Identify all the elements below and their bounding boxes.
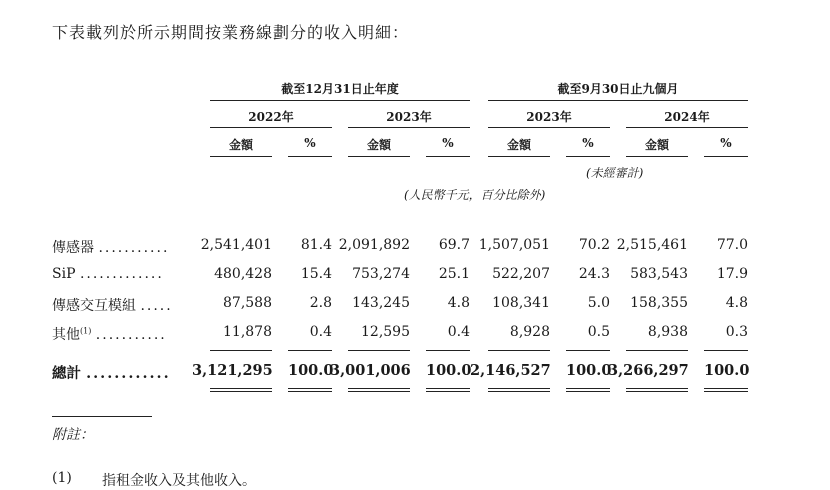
cell-value: 3,121,295 xyxy=(192,362,273,379)
double-rule xyxy=(348,388,410,392)
cell-value: 480,428 xyxy=(214,266,272,282)
intro-text: 下表載列於所示期間按業務線劃分的收入明細： xyxy=(52,23,410,42)
cell-value: 81.4 xyxy=(300,237,332,253)
table-row-module xyxy=(52,295,752,315)
cell-value: 12,595 xyxy=(361,324,410,340)
year-rule xyxy=(210,127,332,128)
cell-value: 2,541,401 xyxy=(200,237,272,253)
cell-value: 3,001,006 xyxy=(330,362,411,379)
cell-value: 0.3 xyxy=(725,324,748,340)
total-rule xyxy=(488,350,550,351)
subheader-rule xyxy=(348,156,410,157)
cell-value: 77.0 xyxy=(716,237,748,253)
row-label: SiP ............. xyxy=(52,266,164,282)
cell-value: 70.2 xyxy=(578,237,610,253)
cell-value: 8,928 xyxy=(509,324,550,340)
period-rule-9m xyxy=(488,100,748,101)
cell-value: 87,588 xyxy=(223,295,272,311)
subheader-rule xyxy=(210,156,272,157)
col-header-amount: 金額 xyxy=(644,138,669,152)
subheader-rule xyxy=(488,156,550,157)
col-header-pct: % xyxy=(442,136,454,150)
cell-value: 100.0 xyxy=(426,362,472,379)
row-label: 總計 ............ xyxy=(52,365,171,382)
double-rule xyxy=(626,388,688,392)
year-rule xyxy=(348,127,470,128)
period-header-9m: 截至9月30日止九個月 xyxy=(557,82,679,96)
row-label: 傳感交互模組 ..... xyxy=(52,298,173,314)
cell-value: 522,207 xyxy=(492,266,550,282)
cell-value: 1,507,051 xyxy=(478,237,550,253)
total-rule xyxy=(288,350,332,351)
double-rule xyxy=(704,388,748,392)
year-header-2023-fy: 2023年 xyxy=(386,110,432,124)
cell-value: 583,543 xyxy=(630,266,688,282)
cell-value: 0.5 xyxy=(587,324,610,340)
year-rule xyxy=(488,127,610,128)
subheader-rule xyxy=(626,156,688,157)
double-rule xyxy=(426,388,470,392)
cell-value: 2,146,527 xyxy=(470,362,551,379)
total-rule xyxy=(626,350,688,351)
total-rule xyxy=(566,350,610,351)
cell-value: 69.7 xyxy=(438,237,470,253)
footnote-text: 指租金收入及其他收入。 xyxy=(102,473,256,489)
row-label: 其他$^{(1)}$ ........... xyxy=(52,326,167,343)
cell-value: 5.0 xyxy=(587,295,610,311)
cell-value: 4.8 xyxy=(447,295,470,311)
subheader-rule xyxy=(704,156,748,157)
cell-value: 4.8 xyxy=(725,295,748,311)
cell-value: 11,878 xyxy=(223,324,272,340)
footnote-heading: 附註： xyxy=(52,427,94,443)
footnote-marker: (1) xyxy=(52,470,72,486)
cell-value: 100.0 xyxy=(566,362,612,379)
unaudited-note: (未經審計) xyxy=(586,166,644,180)
year-header-2024-9m: 2024年 xyxy=(664,110,710,124)
cell-value: 2,515,461 xyxy=(616,237,688,253)
subheader-rule xyxy=(566,156,610,157)
cell-value: 158,355 xyxy=(630,295,688,311)
col-header-amount: 金額 xyxy=(228,138,253,152)
table-row-sip xyxy=(52,266,752,286)
col-header-pct: % xyxy=(582,136,594,150)
col-header-pct: % xyxy=(304,136,316,150)
cell-value: 3,266,297 xyxy=(608,362,689,379)
units-note: (人民幣千元，百分比除外) xyxy=(404,188,546,202)
footnote-separator xyxy=(52,416,152,417)
col-header-pct: % xyxy=(720,136,732,150)
cell-value: 8,938 xyxy=(647,324,688,340)
cell-value: 108,341 xyxy=(492,295,550,311)
total-rule xyxy=(210,350,272,351)
table-row-sensor xyxy=(52,237,752,257)
cell-value: 100.0 xyxy=(288,362,334,379)
table-row-other xyxy=(52,324,752,344)
double-rule xyxy=(288,388,332,392)
footnote-ref: (1) xyxy=(80,326,92,336)
period-rule-fy xyxy=(210,100,470,101)
subheader-rule xyxy=(288,156,332,157)
cell-value: 15.4 xyxy=(300,266,332,282)
cell-value: 2.8 xyxy=(309,295,332,311)
row-label: 傳感器 ........... xyxy=(52,240,170,256)
cell-value: 2,091,892 xyxy=(338,237,410,253)
cell-value: 753,274 xyxy=(352,266,410,282)
total-rule xyxy=(704,350,748,351)
cell-value: 24.3 xyxy=(578,266,610,282)
double-rule xyxy=(566,388,610,392)
total-rule xyxy=(426,350,470,351)
year-rule xyxy=(626,127,748,128)
year-header-2023-9m: 2023年 xyxy=(526,110,572,124)
double-rule xyxy=(210,388,272,392)
cell-value: 0.4 xyxy=(309,324,332,340)
col-header-amount: 金額 xyxy=(506,138,531,152)
table-row-total xyxy=(52,362,752,382)
year-header-2022: 2022年 xyxy=(248,110,294,124)
total-rule xyxy=(348,350,410,351)
cell-value: 100.0 xyxy=(704,362,750,379)
subheader-rule xyxy=(426,156,470,157)
col-header-amount: 金額 xyxy=(366,138,391,152)
cell-value: 143,245 xyxy=(352,295,410,311)
period-header-fy: 截至12月31日止年度 xyxy=(281,82,399,96)
double-rule xyxy=(488,388,550,392)
cell-value: 0.4 xyxy=(447,324,470,340)
cell-value: 17.9 xyxy=(716,266,748,282)
cell-value: 25.1 xyxy=(438,266,470,282)
